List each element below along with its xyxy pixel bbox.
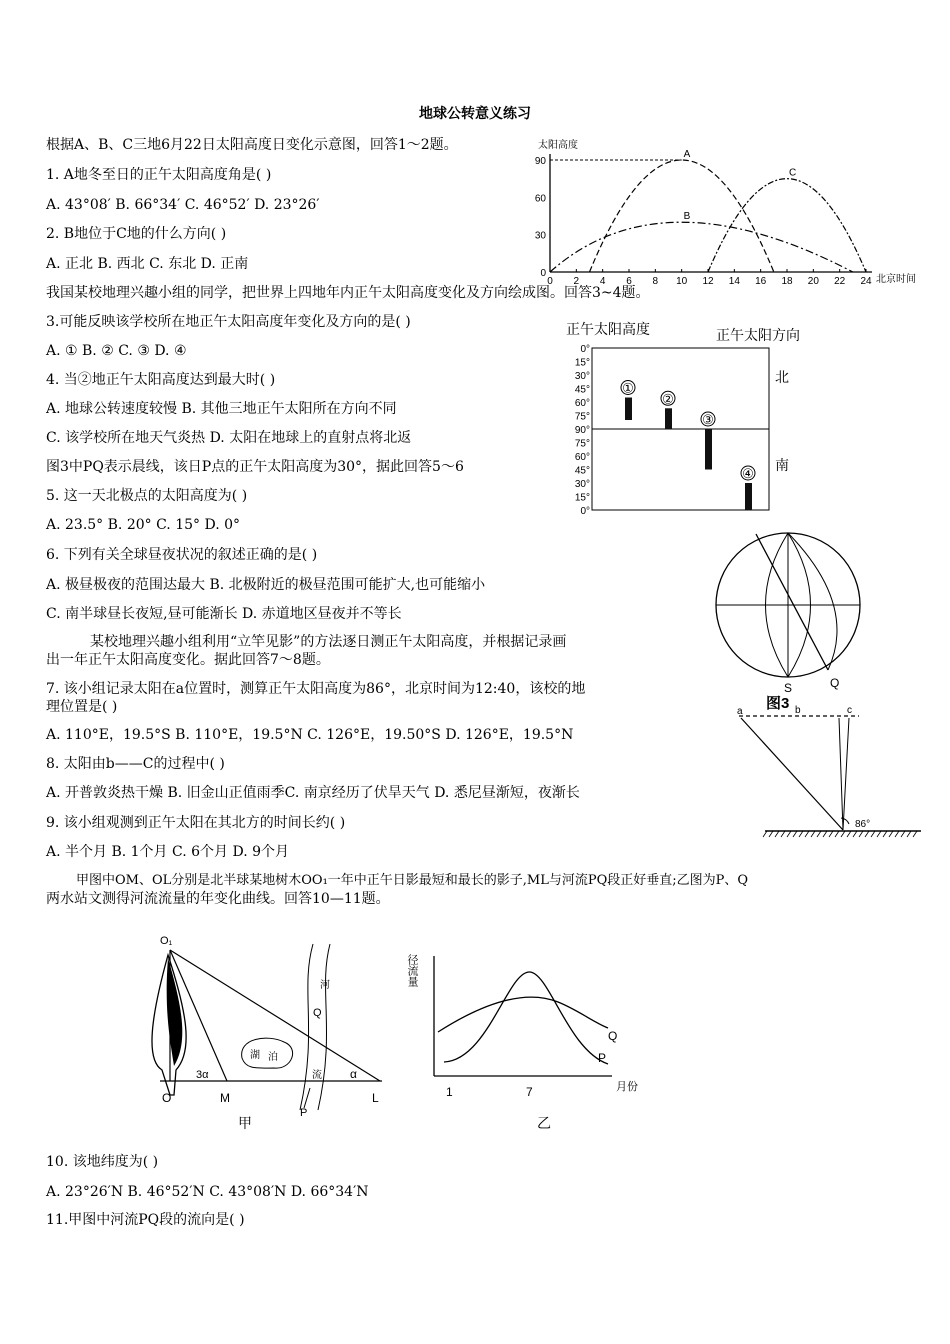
label-l: L <box>372 1091 379 1105</box>
fig2-y-label: 45° <box>574 384 590 396</box>
ground-hatch <box>877 831 881 837</box>
question-10: 10. 该地纬度为( ) <box>46 1154 159 1170</box>
question-7-cont: 理位置是( ) <box>46 699 118 715</box>
question-11: 11.甲图中河流PQ段的流向是( ) <box>46 1212 245 1228</box>
text-line: 两水站文测得河流流量的年变化曲线。回答10—11题。 <box>46 891 390 907</box>
text-line: 某校地理兴趣小组利用“立竿见影”的方法逐日测正午太阳高度，并根据记录画 <box>90 634 567 650</box>
label-b: b <box>795 705 801 716</box>
ground-hatch <box>823 831 827 837</box>
fig2-left-title: 正午太阳高度 <box>566 321 650 337</box>
chart-ylabel: 太阳高度 <box>538 140 578 151</box>
yi-label-q: Q <box>608 1029 618 1043</box>
series-B-label: B <box>683 211 691 223</box>
ground-hatch <box>865 831 869 837</box>
ground-hatch <box>847 831 851 837</box>
river-bank <box>318 944 330 1110</box>
ground-hatch <box>895 831 899 837</box>
ground-hatch <box>805 831 809 837</box>
fig2-y-label: 45° <box>574 465 590 477</box>
options-9: A. 半个月 B. 1个月 C. 6个月 D. 9个月 <box>46 844 290 860</box>
question-6: 6. 下列有关全球昼夜状况的叙述正确的是( ) <box>46 547 318 563</box>
globe-figure-3 <box>708 520 878 710</box>
ground-hatch <box>907 831 911 837</box>
fig2-bar-label: ② <box>662 391 674 407</box>
angle-label: 86° <box>855 819 871 830</box>
yi-curve-q <box>438 997 608 1032</box>
label-alpha: α <box>350 1067 357 1081</box>
label-o: O <box>162 1091 172 1105</box>
chart-y-tick-label: 0 <box>540 268 546 279</box>
noon-sun-bars-figure <box>560 318 800 518</box>
river-bank <box>300 944 313 1110</box>
fig2-y-label: 15° <box>574 492 590 504</box>
fig2-right-title: 正午太阳方向 <box>716 327 800 343</box>
chart-x-tick-label: 22 <box>834 276 846 287</box>
label-q: Q <box>830 676 840 690</box>
options-8: A. 开普敦炎热干燥 B. 旧金山正值雨季C. 南京经历了伏旱天气 D. 悉尼昼渐短，夜渐长 <box>46 785 580 801</box>
sun-ray-c <box>843 718 849 830</box>
ground-hatch <box>913 831 917 837</box>
fig2-y-label: 75° <box>574 411 590 423</box>
page-title: 地球公转意义练习 <box>419 106 531 122</box>
series-A-curve <box>590 160 774 272</box>
solar-altitude-chart <box>534 136 914 296</box>
chart-x-tick-label: 6 <box>626 276 632 287</box>
ground-hatch <box>871 831 875 837</box>
options-2: A. 正北 B. 西北 C. 东北 D. 正南 <box>46 256 249 272</box>
text-line: 出一年正午太阳高度变化。据此回答7～8题。 <box>46 652 330 668</box>
label-river-liu: 流 <box>312 1070 322 1081</box>
fig2-bar-label: ① <box>622 380 634 396</box>
chart-y-tick-label: 30 <box>534 230 546 242</box>
chart-x-tick-label: 4 <box>599 276 606 287</box>
question-2: 2. B地位于C地的什么方向( ) <box>46 226 227 242</box>
chart-x-tick-label: 20 <box>807 276 819 287</box>
ground-hatch <box>835 831 839 837</box>
ground-hatch <box>829 831 833 837</box>
ground-hatch <box>817 831 821 837</box>
ground-hatch <box>769 831 773 837</box>
options-5: A. 23.5° B. 20° C. 15° D. 0° <box>46 517 240 533</box>
chart-x-tick-label: 18 <box>781 276 793 287</box>
fig2-y-label: 75° <box>574 438 590 450</box>
text-line: 图3中PQ表示晨线，该日P点的正午太阳高度为30°，据此回答5～6 <box>46 459 464 475</box>
options-6b: C. 南半球昼长夜短,昼可能渐长 D. 赤道地区昼夜并不等长 <box>46 606 402 622</box>
yi-tick-7: 7 <box>526 1085 533 1099</box>
fig2-y-label: 90° <box>574 425 590 436</box>
options-3: A. ① B. ② C. ③ D. ④ <box>46 343 187 359</box>
chart-y-tick-label: 60 <box>534 193 546 205</box>
ground-hatch <box>901 831 905 837</box>
label-q: Q <box>313 1007 322 1019</box>
fig2-bar-label: ④ <box>742 466 754 481</box>
yi-ylabel: 径流量 <box>406 954 418 987</box>
text-line: 我国某校地理兴趣小组的同学，把世界上四地年内正午太阳高度变化及方向绘成图。回答3~4题。 <box>46 285 650 301</box>
options-4a: A. 地球公转速度较慢 B. 其他三地正午太阳所在方向不同 <box>46 401 397 417</box>
flow-arrow <box>304 1088 310 1108</box>
chart-x-tick-label: 10 <box>676 276 688 287</box>
options-10: A. 23°26′N B. 46°52′N C. 43°08′N D. 66°34′N <box>46 1184 369 1200</box>
fig2-y-label: 0° <box>580 506 590 517</box>
chart-x-tick-label: 0 <box>547 276 553 287</box>
label-m: M <box>220 1091 230 1105</box>
fig2-y-label: 60° <box>574 398 590 409</box>
ground-hatch <box>799 831 803 837</box>
fig2-bar-3 <box>705 429 712 470</box>
ground-hatch <box>811 831 815 837</box>
options-7: A. 110°E，19.5°S B. 110°E，19.5°N C. 126°E，19.50°S D. 126°E，19.5°N <box>46 727 574 743</box>
question-8: 8. 太阳由b——C的过程中( ) <box>46 756 225 772</box>
sun-ray-a <box>741 718 843 830</box>
ground-hatch <box>883 831 887 837</box>
question-9: 9. 该小组观测到正午太阳在其北方的时间长约( ) <box>46 815 346 831</box>
fig2-y-label: 60° <box>574 452 590 463</box>
chart-x-tick-label: 24 <box>860 276 872 287</box>
options-4b: C. 该学校所在地天气炎热 D. 太阳在地球上的直射点将北返 <box>46 430 412 446</box>
figure-jia <box>150 930 400 1130</box>
sun-ray-b <box>839 718 843 830</box>
question-1: 1. A地冬至日的正午太阳高度角是( ) <box>46 167 272 183</box>
yi-curve-p <box>444 972 608 1064</box>
figure-jia-caption: 甲 <box>238 1115 252 1131</box>
label-river-he: 河 <box>320 980 330 991</box>
chart-x-tick-label: 8 <box>652 276 659 287</box>
text-line: 根据A、B、C三地6月22日太阳高度日变化示意图，回答1～2题。 <box>46 137 458 153</box>
label-c: c <box>847 705 852 716</box>
label-lake-po: 泊 <box>268 1052 278 1063</box>
chart-x-tick-label: 16 <box>755 276 767 287</box>
series-C-curve <box>708 179 866 272</box>
label-a: a <box>737 706 743 717</box>
options-6a: A. 极昼极夜的范围达最大 B. 北极附近的极昼范围可能扩大,也可能缩小 <box>46 577 486 593</box>
fig2-bar-1 <box>625 398 632 421</box>
fig2-bar-4 <box>745 483 752 510</box>
ground-hatch <box>775 831 779 837</box>
yi-tick-1: 1 <box>446 1085 453 1099</box>
ground-hatch <box>781 831 785 837</box>
ground-hatch <box>787 831 791 837</box>
fig2-y-label: 0° <box>580 344 590 355</box>
series-A-label: A <box>683 149 691 160</box>
fig2-y-label: 30° <box>574 479 590 490</box>
series-C-label: C <box>789 167 797 179</box>
fig2-south-label: 南 <box>775 457 789 473</box>
figure-yi <box>408 940 648 1110</box>
chart-x-tick-label: 12 <box>702 276 714 287</box>
fig2-bar-2 <box>665 408 672 429</box>
ground-hatch <box>841 831 845 837</box>
ground-hatch <box>889 831 893 837</box>
fig2-y-label: 30° <box>574 371 590 382</box>
chart-x-tick-label: 14 <box>728 276 740 287</box>
meridian-curve <box>788 533 837 670</box>
figure-yi-caption: 乙 <box>537 1115 551 1131</box>
yi-xlabel: 月份 <box>616 1081 638 1093</box>
chart-y-tick-label: 90 <box>534 156 546 167</box>
label-3alpha: 3α <box>196 1069 209 1081</box>
terminator-pq <box>756 534 828 670</box>
series-B-curve <box>550 222 853 272</box>
ground-hatch <box>859 831 863 837</box>
fig2-north-label: 北 <box>775 369 789 385</box>
question-5: 5. 这一天北极点的太阳高度为( ) <box>46 488 248 504</box>
ground-hatch <box>853 831 857 837</box>
label-p: P <box>300 1107 308 1119</box>
fig3-caption: 图3 <box>766 695 790 712</box>
ground-hatch <box>763 831 767 837</box>
pole-shadow-figure <box>735 706 925 841</box>
text-line: 甲图中OM、OL分别是北半球某地树木OO₁一年中正午日影最短和最长的影子,ML与河流PQ段正好垂直;乙图为P、Q <box>76 873 749 888</box>
chart-xlabel: 北京时间 <box>876 274 916 285</box>
yi-label-p: P <box>598 1051 607 1065</box>
label-lake-hu: 湖 <box>250 1050 260 1061</box>
fig2-y-label: 15° <box>574 357 590 369</box>
question-4: 4. 当②地正午太阳高度达到最大时( ) <box>46 372 276 388</box>
question-3: 3.可能反映该学校所在地正午太阳高度年变化及方向的是( ) <box>46 314 411 330</box>
question-7: 7. 该小组记录太阳在a位置时，测算正午太阳高度为86°，北京时间为12:40，该校的地 <box>46 681 586 697</box>
label-s: S <box>784 681 793 695</box>
chart-x-tick-label: 2 <box>573 276 580 287</box>
label-o1: O₁ <box>160 935 173 947</box>
options-1: A. 43°08′ B. 66°34′ C. 46°52′ D. 23°26′ <box>46 197 320 213</box>
ground-hatch <box>793 831 797 837</box>
fig2-bar-label: ③ <box>702 412 714 427</box>
